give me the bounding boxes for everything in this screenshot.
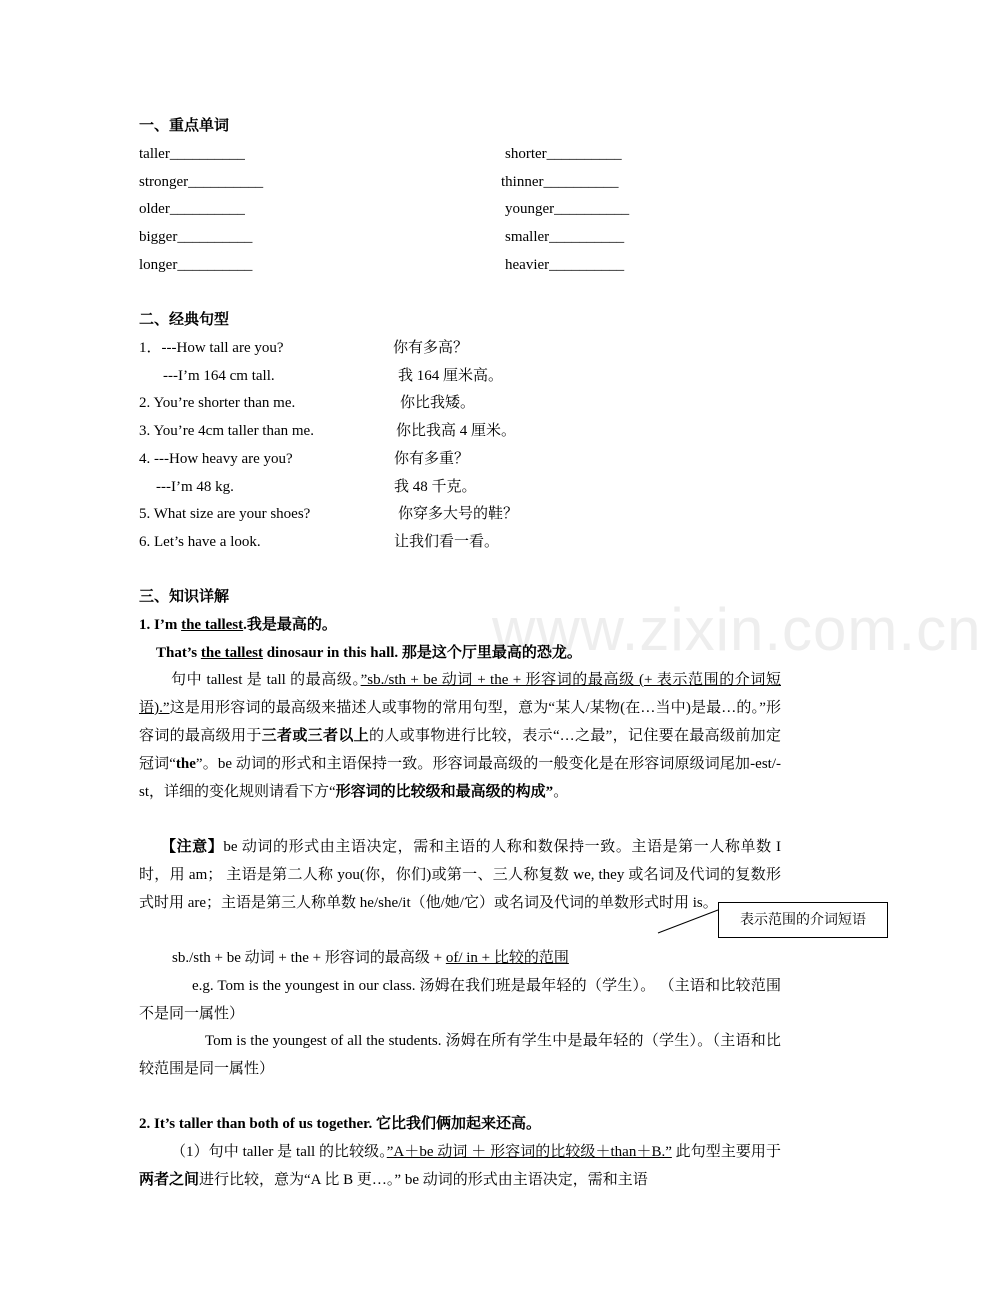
sentence-en: 6. Let’s have a look.	[139, 534, 261, 550]
word-right: younger__________	[505, 201, 630, 217]
point-heading-2: 2. It’s taller than both of us together. 它比我们俩加起来还高。	[139, 1116, 541, 1132]
explanation-paragraph: 句中 tallest 是 tall 的最高级。”sb./sth + be 动词 + the + 形容词的最高级 (+ 表示范围的介词短语).”这是用形容词的最高级来描述人或事物的常用句型，意为“某人/某物(在…当中)是最…的。”形容词的最高级用于三者或三者以上的人或事物进行比较，表示“…之最”，记住要在最高级前加定冠词“the”。be 动词的形式和主语保持一致。形容词最高级的一般变化是在形容词原级词尾加-est/-st，详细的变化规则请看下方“形容词的比较级和最高级的构成”。	[139, 672, 782, 800]
sentence-en: 1．---How tall are you?	[139, 340, 284, 356]
example-sentence: That’s the tallest dinosaur in this hall. 那是这个厅里最高的恐龙。	[156, 645, 582, 661]
sentence-en: 5. What size are your shoes?	[139, 506, 311, 522]
word-left: stronger__________	[139, 174, 264, 190]
note-paragraph: 【注意】be 动词的形式由主语决定，需和主语的人称和数保持一致。主语是第一人称单数 I 时，用 am； 主语是第二人称 you(你，你们)或第一、三人称复数 we, they 或名词及代词的复数形式时用 are；主语是第三人称单数 he/she/it（他/她/它）或名词及代词的单数形式时用 is。	[139, 839, 781, 911]
word-right: thinner__________	[501, 174, 619, 190]
section3-title: 三、知识详解	[139, 589, 230, 605]
sentence-zh: 你比我高 4 厘米。	[396, 423, 517, 439]
section2-title: 二、经典句型	[139, 312, 230, 328]
sentence-zh: 让我们看一看。	[394, 534, 500, 550]
sentence-zh: 我 48 千克。	[394, 479, 477, 495]
sentence-en: 2. You’re shorter than me.	[139, 395, 296, 411]
point-heading: 1. I’m the tallest.我是最高的。	[139, 617, 337, 633]
word-right: shorter__________	[505, 146, 622, 162]
word-left: longer__________	[139, 257, 253, 273]
watermark: www.zixin.com.cn	[492, 596, 981, 663]
sentence-en: 4. ---How heavy are you?	[139, 451, 293, 467]
formula: sb./sth + be 动词 + the + 形容词的最高级 + of/ in + 比较的范围	[172, 950, 569, 966]
word-left: bigger__________	[139, 229, 253, 245]
sentence-zh: 你比我矮。	[400, 395, 476, 411]
word-left: taller__________	[139, 146, 245, 162]
example-2: Tom is the youngest of all the students. 汤姆在所有学生中是最年轻的（学生）。（主语和比较范围是同一属性）	[139, 1033, 781, 1077]
sentence-en: ---I’m 164 cm tall.	[163, 368, 275, 384]
word-right: smaller__________	[505, 229, 625, 245]
word-right: heavier__________	[505, 257, 625, 273]
sentence-zh: 你穿多大号的鞋？	[398, 506, 519, 522]
callout-box: 表示范围的介词短语	[718, 902, 888, 938]
example-1: e.g. Tom is the youngest in our class. 汤姆在我们班是最年轻的（学生）。 （主语和比较范围不是同一属性）	[139, 978, 781, 1022]
comparative-paragraph: （1）句中 taller 是 tall 的比较级。”A＋be 动词 ＋ 形容词的比较级＋than＋B.” 此句型主要用于两者之间进行比较，意为“A 比 B 更…。” be 动词的形式由主语决定，需和主语	[139, 1144, 781, 1188]
sentence-en: ---I’m 48 kg.	[156, 479, 234, 495]
sentence-zh: 你有多重？	[394, 451, 470, 467]
word-left: older__________	[139, 201, 245, 217]
sentence-en: 3. You’re 4cm taller than me.	[139, 423, 314, 439]
section1-title: 一、重点单词	[139, 118, 230, 134]
sentence-zh: 你有多高？	[393, 340, 469, 356]
sentence-zh: 我 164 厘米高。	[398, 368, 504, 384]
